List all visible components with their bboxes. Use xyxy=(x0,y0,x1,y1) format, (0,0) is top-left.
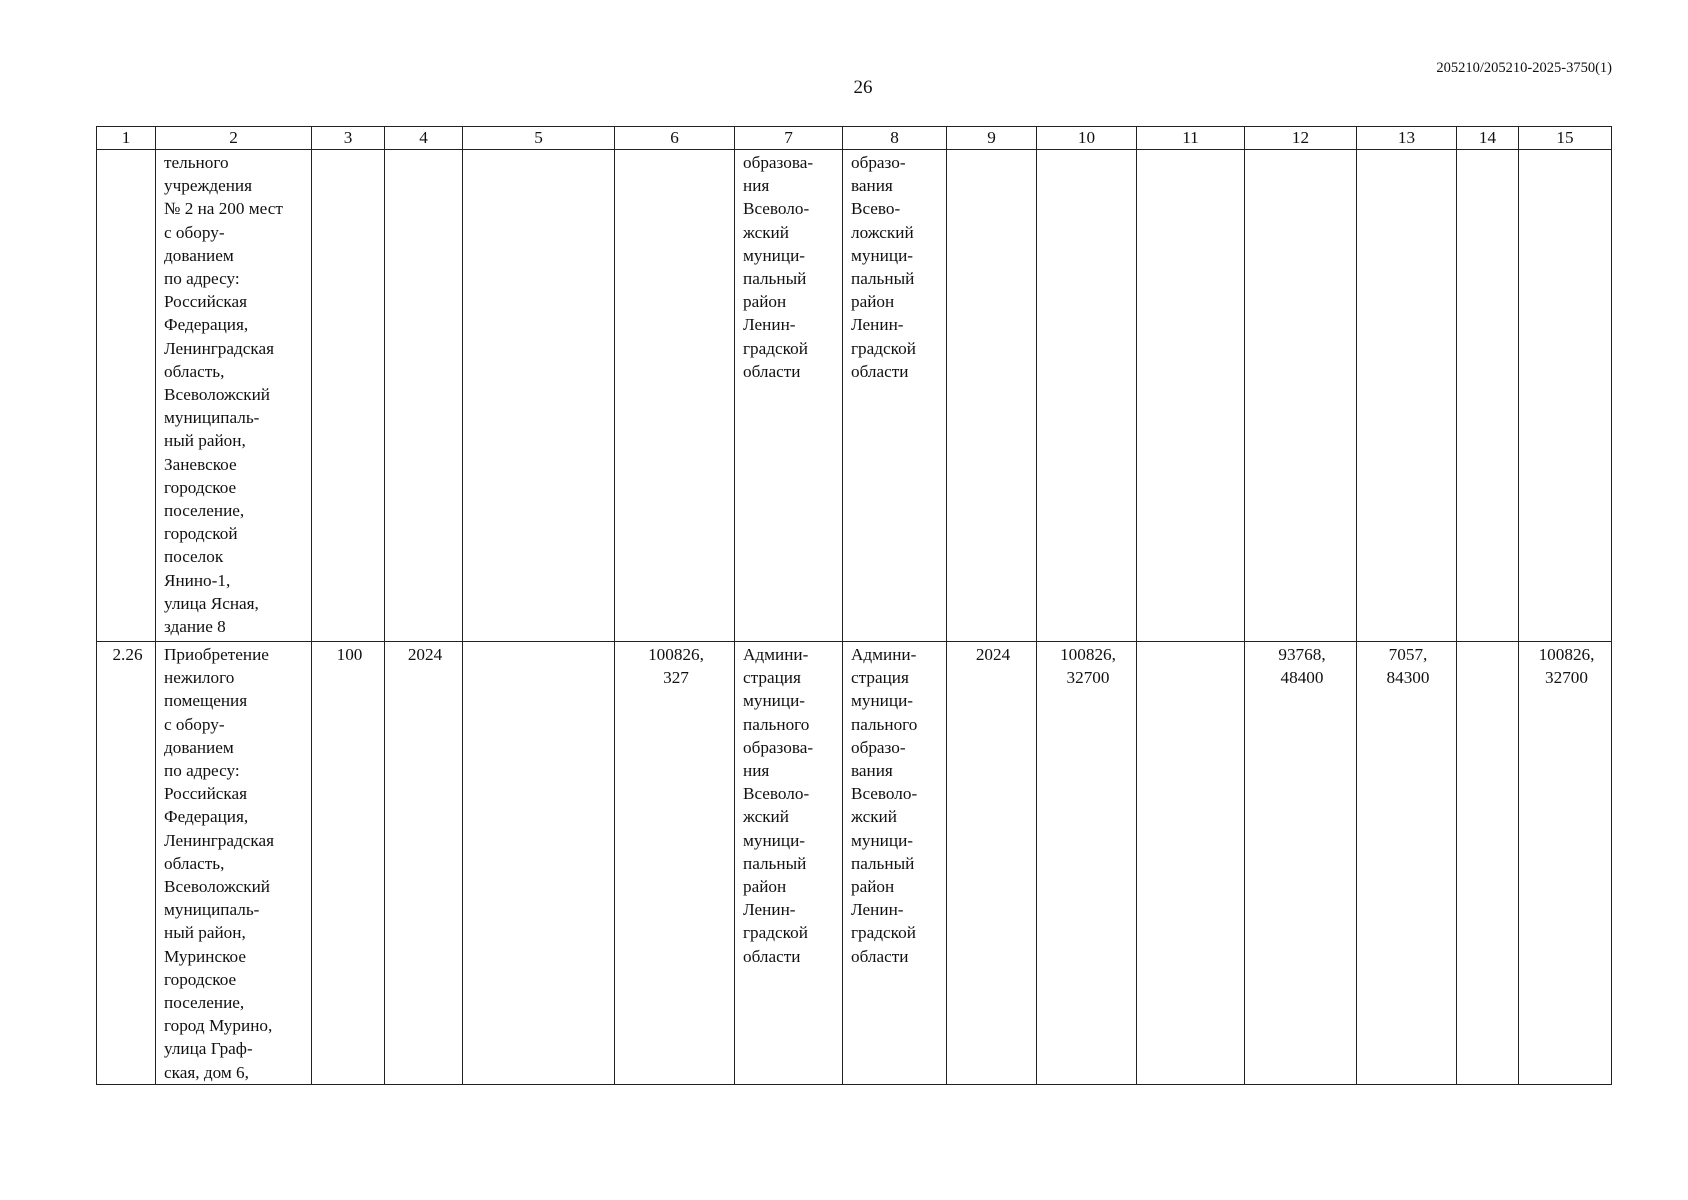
text-line: поселок xyxy=(164,547,224,567)
text-line: пальный xyxy=(743,853,807,873)
cell-c11 xyxy=(1137,642,1245,1085)
text-line: муниципаль- xyxy=(164,408,260,428)
cell-c9 xyxy=(947,150,1037,642)
text-line: ния xyxy=(743,761,770,781)
cell-total-amount xyxy=(1037,642,1137,1085)
cell-c14 xyxy=(1457,642,1519,1085)
text-line: муници- xyxy=(851,691,913,711)
text-line: 100826, xyxy=(1538,645,1595,664)
column-header-10: 10 xyxy=(1037,127,1137,150)
text-line: Ленин- xyxy=(851,900,904,920)
column-header-2: 2 xyxy=(156,127,312,150)
cell-c13 xyxy=(1357,150,1457,642)
text-line: Приобретение xyxy=(164,645,269,664)
column-header-4: 4 xyxy=(385,127,463,150)
multiline-text xyxy=(743,151,837,383)
text-line: пальный xyxy=(743,269,807,289)
cell-developer xyxy=(843,150,947,642)
data-table xyxy=(96,126,1612,1085)
cell-c6 xyxy=(615,150,735,642)
text-line: градской xyxy=(743,338,808,358)
column-header-3: 3 xyxy=(312,127,385,150)
cell-c5 xyxy=(463,150,615,642)
text-line: жский xyxy=(743,807,789,827)
text-line: 327 xyxy=(663,668,689,688)
text-line: Всево- xyxy=(851,199,901,219)
cell-local-budget xyxy=(1357,642,1457,1085)
text-line: ния xyxy=(743,176,770,196)
document-number: 205210/205210-2025-3750(1) xyxy=(1436,60,1612,76)
text-line: Янино-1, xyxy=(164,570,231,590)
multiline-number xyxy=(1045,643,1131,689)
text-line: пального xyxy=(851,714,918,734)
text-line: пальный xyxy=(851,853,915,873)
cell-c10 xyxy=(1037,150,1137,642)
multiline-number xyxy=(1253,643,1351,689)
text-line: Всеволо- xyxy=(743,784,810,804)
text-line: Всеволожский xyxy=(164,877,270,897)
text-line: район xyxy=(851,292,895,312)
text-line: район xyxy=(743,292,787,312)
cell-object-description xyxy=(156,642,312,1085)
cell-c3 xyxy=(312,150,385,642)
text-line: дованием xyxy=(164,245,234,265)
text-line: городской xyxy=(164,524,238,544)
text-line: учреждения xyxy=(164,176,253,196)
text-line: муници- xyxy=(851,830,913,850)
cell-c14 xyxy=(1457,150,1519,642)
column-header-5: 5 xyxy=(463,127,615,150)
cell-c11 xyxy=(1137,150,1245,642)
text-line: ложский xyxy=(851,222,914,242)
text-line: образова- xyxy=(743,153,814,172)
multiline-text xyxy=(164,643,306,1084)
text-line: 7057, xyxy=(1388,645,1428,664)
text-line: Российская xyxy=(164,784,248,804)
text-line: городское xyxy=(164,477,237,497)
text-line: поселение, xyxy=(164,501,245,521)
multiline-number xyxy=(623,643,729,689)
text-line: вания xyxy=(851,761,893,781)
text-line: образо- xyxy=(851,153,906,172)
text-line: Всеволожский xyxy=(164,385,270,405)
multiline-text xyxy=(851,151,941,383)
text-line: улица Граф- xyxy=(164,1039,253,1059)
column-header-6: 6 xyxy=(615,127,735,150)
multiline-text xyxy=(164,151,306,638)
cell-c4 xyxy=(385,150,463,642)
multiline-text xyxy=(743,643,837,968)
text-line: нежилого xyxy=(164,668,235,688)
text-line: ская, дом 6, xyxy=(164,1062,249,1082)
cell-regional-budget xyxy=(1245,642,1357,1085)
text-line: муници- xyxy=(743,830,805,850)
column-header-15: 15 xyxy=(1519,127,1612,150)
text-line: градской xyxy=(851,923,916,943)
text-line: Ленин- xyxy=(743,315,796,335)
text-line: страция xyxy=(851,668,909,688)
text-line: муници- xyxy=(851,245,913,265)
text-line: область, xyxy=(164,361,225,381)
text-line: жский xyxy=(851,807,897,827)
multiline-text xyxy=(851,643,941,968)
text-line: Всеволо- xyxy=(743,199,810,219)
text-line: страция xyxy=(743,668,801,688)
cell-customer xyxy=(735,150,843,642)
cell-year-finance: 2024 xyxy=(947,642,1037,1085)
text-line: Ленин- xyxy=(851,315,904,335)
text-line: здание 8 xyxy=(164,617,226,637)
text-line: муници- xyxy=(743,691,805,711)
text-line: муници- xyxy=(743,245,805,265)
text-line: область, xyxy=(164,853,225,873)
text-line: пальный xyxy=(851,269,915,289)
text-line: ный район, xyxy=(164,923,246,943)
table-row-2-26 xyxy=(97,642,1612,1085)
cell-customer xyxy=(735,642,843,1085)
cell-c12 xyxy=(1245,150,1357,642)
page-number: 26 xyxy=(853,77,873,98)
text-line: пального xyxy=(743,714,810,734)
text-line: улица Ясная, xyxy=(164,593,259,613)
text-line: 32700 xyxy=(1545,668,1588,688)
text-line: области xyxy=(743,361,801,381)
text-line: области xyxy=(851,361,909,381)
multiline-number xyxy=(1365,643,1451,689)
text-line: городское xyxy=(164,969,237,989)
text-line: тельного xyxy=(164,153,229,172)
text-line: Заневское xyxy=(164,454,237,474)
text-line: ный район, xyxy=(164,431,246,451)
text-line: образо- xyxy=(851,737,906,757)
column-header-9: 9 xyxy=(947,127,1037,150)
text-line: район xyxy=(851,877,895,897)
text-line: Всеволо- xyxy=(851,784,918,804)
text-line: с обору- xyxy=(164,714,225,734)
text-line: Ленин- xyxy=(743,900,796,920)
text-line: Федерация, xyxy=(164,807,249,827)
text-line: № 2 на 200 мест xyxy=(164,199,283,219)
text-line: вания xyxy=(851,176,893,196)
cell-c15 xyxy=(1519,150,1612,642)
cell-year-start: 2024 xyxy=(385,642,463,1085)
column-header-8: 8 xyxy=(843,127,947,150)
text-line: Админи- xyxy=(743,645,809,664)
text-line: по адресу: xyxy=(164,269,240,289)
table-row-continuation xyxy=(97,150,1612,642)
column-header-1: 1 xyxy=(97,127,156,150)
text-line: 48400 xyxy=(1280,668,1324,688)
cell-total-financing xyxy=(1519,642,1612,1085)
text-line: Админи- xyxy=(851,645,917,664)
column-header-11: 11 xyxy=(1137,127,1245,150)
cell-item-number: 2.26 xyxy=(97,642,156,1085)
text-line: помещения xyxy=(164,691,248,711)
cell-c5 xyxy=(463,642,615,1085)
column-header-7: 7 xyxy=(735,127,843,150)
text-line: градской xyxy=(851,338,916,358)
cell-estimated-cost xyxy=(615,642,735,1085)
text-line: Муринское xyxy=(164,946,246,966)
text-line: Ленинградская xyxy=(164,338,275,358)
text-line: области xyxy=(743,946,801,966)
multiline-number xyxy=(1527,643,1606,689)
text-line: Российская xyxy=(164,292,248,312)
text-line: 32700 xyxy=(1066,668,1110,688)
text-line: 100826, xyxy=(1060,645,1116,664)
text-line: с обору- xyxy=(164,222,225,242)
text-line: дованием xyxy=(164,737,234,757)
text-line: градской xyxy=(743,923,808,943)
text-line: город Мурино, xyxy=(164,1016,273,1036)
text-line: 84300 xyxy=(1386,668,1430,688)
column-number-row xyxy=(97,127,1612,150)
text-line: муниципаль- xyxy=(164,900,260,920)
text-line: поселение, xyxy=(164,993,245,1013)
text-line: 100826, xyxy=(648,645,704,664)
column-header-14: 14 xyxy=(1457,127,1519,150)
column-header-13: 13 xyxy=(1357,127,1457,150)
text-line: образова- xyxy=(743,737,814,757)
cell-capacity: 100 xyxy=(312,642,385,1085)
cell-object-description xyxy=(156,150,312,642)
text-line: Ленинградская xyxy=(164,830,275,850)
column-header-12: 12 xyxy=(1245,127,1357,150)
text-line: район xyxy=(743,877,787,897)
text-line: области xyxy=(851,946,909,966)
text-line: жский xyxy=(743,222,789,242)
text-line: по адресу: xyxy=(164,761,240,781)
text-line: Федерация, xyxy=(164,315,249,335)
cell-c1 xyxy=(97,150,156,642)
text-line: 93768, xyxy=(1278,645,1326,664)
cell-developer xyxy=(843,642,947,1085)
